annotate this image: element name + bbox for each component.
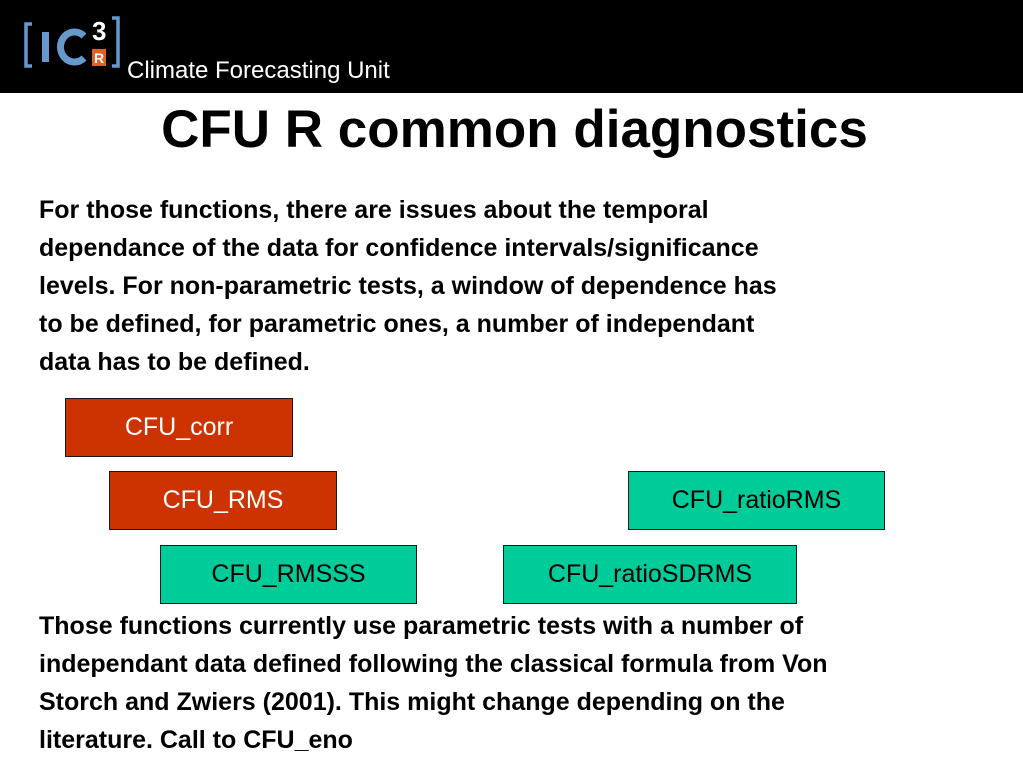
cfu-ratio-sd-rms-box: CFU_ratioSDRMS	[503, 545, 797, 604]
slide-title: CFU R common diagnostics	[161, 100, 868, 159]
header-bar	[0, 0, 1023, 93]
cfu-rms-box: CFU_RMS	[109, 471, 337, 530]
svg-text:3: 3	[92, 16, 107, 46]
unit-name: Climate Forecasting Unit	[127, 57, 390, 84]
intro-line: to be defined, for parametric ones, a number of independant	[39, 310, 755, 338]
cfu-rmsss-box: CFU_RMSSS	[160, 545, 417, 604]
outro-line: independant data defined following the classical formula from Von	[39, 650, 828, 678]
ic3-logo	[22, 12, 126, 78]
cfu-ratio-rms-box: CFU_ratioRMS	[628, 471, 885, 530]
intro-line: For those functions, there are issues about the temporal	[39, 196, 709, 224]
outro-line: Those functions currently use parametric tests with a number of	[39, 612, 804, 640]
intro-line: data has to be defined.	[39, 348, 310, 376]
svg-text:R: R	[94, 50, 105, 66]
cfu-corr-box: CFU_corr	[65, 398, 293, 457]
outro-line: literature. Call to CFU_eno	[39, 726, 353, 754]
intro-paragraph	[39, 191, 777, 381]
intro-line: dependance of the data for confidence intervals/significance	[39, 234, 759, 262]
outro-paragraph	[39, 607, 828, 759]
outro-line: Storch and Zwiers (2001). This might change depending on the	[39, 688, 785, 716]
intro-line: levels. For non-parametric tests, a window of dependence has	[39, 272, 777, 300]
